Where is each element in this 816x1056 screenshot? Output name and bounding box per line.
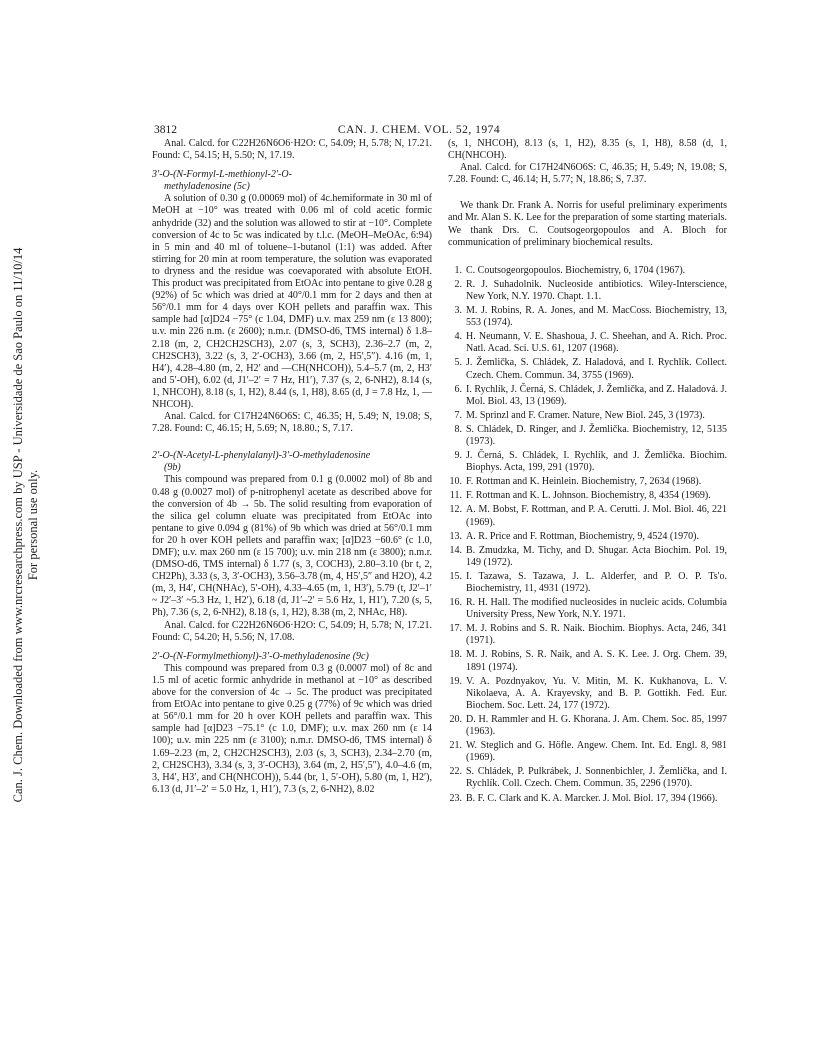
body-paragraph: Anal. Calcd. for C22H26N6O6·H2O: C, 54.09; H, 5.78; N, 17.21. Found: C, 54.20; H, 5.56; N, 17.08.	[152, 619, 432, 643]
reference-text: M. J. Robins and S. R. Naik. Biochim. Biophys. Acta, 246, 341 (1971).	[466, 623, 727, 647]
reference-text: M. J. Robins, S. R. Naik, and A. S. K. Lee. J. Org. Chem. 39, 1891 (1974).	[466, 649, 727, 673]
reference-text: I. Rychlík, J. Černá, S. Chládek, J. Žemlička, and Z. Haladová. J. Mol. Biol. 43, 13 (1969).	[466, 383, 727, 407]
reference-text: H. Neumann, V. E. Shashoua, J. C. Sheehan, and A. Rich. Proc. Natl. Acad. Sci. U.S. 61, 1207 (1968).	[466, 331, 727, 355]
reference-number: 10.	[449, 476, 462, 488]
reference-number: 11.	[449, 490, 462, 502]
body-paragraph: This compound was prepared from 0.3 g (0.0007 mol) of 8c and 1.5 ml of acetic formic anhydride in methanol at −10° as described above for the conversion of 4c → 5c. The product was precipitated from EtOAc into pentane to give 0.25 g (77%) of 9c which was dried at 56°/0.1 mm for 20 h over KOH pellets and paraffin wax. This sample had [α]D23 −75.1° (c 1.0, DMF); u.v. max 260 nm (ε 14 100); u.v. min 225 nm (ε 3100); n.m.r. DMSO-d6, TMS internal) δ 1.69–2.23 (m, 2, CH2CH2SCH3), 2.03 (s, 3, SCH3), 2.34–2.70 (m, 2, CH2SCH3), 3.34 (s, 3, 3′-OCH3), 3.64 (m, 2, H5′,5″), 4.0–4.6 (m, 3, H4′, H3′, and CH(NHCOH)), 5.44 (br, 1, 5′-OH), 5.80 (m, 1, H2′), 6.13 (d, J1′–2′ = 5.0 Hz, 1, H1′), 7.3 (s, 2, 6-NH2), 8.02	[152, 662, 432, 795]
left-column	[152, 138, 432, 796]
reference-item	[448, 623, 727, 647]
reference-text: D. H. Rammler and H. G. Khorana. J. Am. Chem. Soc. 85, 1997 (1963).	[466, 713, 727, 738]
body-paragraph: This compound was prepared from 0.1 g (0.0002 mol) of 8b and 0.48 g (0.0027 mol) of p-nitrophenyl acetate as described above for the conversion of 4b → 5b. The solid resulting from evaporation of the silica gel column eluate was precipitated from EtOAc into pentane to give 0.094 g (81%) of 9b which was dried at 56°/0.1 mm for 20 h over KOH pellets and paraffin wax; [α]D23 −60.6° (c 1.0, DMF); u.v. max 260 nm (ε 15 700); u.v. min 218 nm (ε 3800); n.m.r. (DMSO-d6, TMS internal) δ 1.77 (s, 3, COCH3), 2.80–3.10 (br t, 2, CH2Ph), 3.33 (s, 3, 3′-OCH3), 3.56–3.78 (m, 4, H5′,5″ and H2O), 4.2 (m, 3, H4′, CH(NHAc), 5′-OH), 4.33–4.65 (m, 1, H3′), 5.79 (t, J2′–1′ ~ J2′–3′ ~5.3 Hz, 1, H2′), 6.18 (d, J1′–2′ = 5.6 Hz, 1, H1′), 7.20 (s, 5, Ph), 7.36 (s, 2, 6-NH2), 8.18 (s, 1, H2), 8.38 (m, 2, NHAc, H8).	[152, 474, 432, 619]
reference-item	[448, 714, 727, 738]
reference-number: 13.	[449, 530, 462, 542]
section-heading-line: 3′-O-(N-Formyl-L-methionyl-2′-O-	[152, 169, 292, 181]
right-column	[448, 138, 727, 807]
reference-text: R. J. Suhadolnik. Nucleoside antibiotics. Wiley-Interscience, New York, N.Y. 1970. Chapt. 1.1.	[466, 278, 727, 302]
reference-text: W. Steglich and G. Höfle. Angew. Chem. Int. Ed. Engl. 8, 981 (1969).	[466, 740, 727, 764]
reference-list	[448, 265, 727, 805]
reference-text: A. R. Price and F. Rottman, Biochemistry, 9, 4524 (1970).	[466, 530, 699, 542]
reference-item	[448, 331, 727, 355]
body-paragraph: A solution of 0.30 g (0.00069 mol) of 4c.hemiformate in 30 ml of MeOH at −10° was treated with 0.06 ml of cold acetic formic anhydride (32) and the solution was allowed to stir at −10°. Complete conversion of 4c to 5c was indicated by t.l.c. (MeOH–MeOAc, 6:94) in 5 min and 40 ml of toluene–1-butanol (1:1) was added. After stirring for 20 min at room temperature, the solution was evaporated to dryness and the residue was coevaporated with absolute EtOH. This product was precipitated from EtOAc into pentane to give 0.28 g (92%) of 5c which was dried at 40°/0.1 mm for 2 days and then at 56°/0.1 mm for 4 days over KOH pellets and paraffin wax. This sample had [α]D24 −75° (c 1.04, DMF) u.v. max 259 nm (ε 13 800); u.v. min 226 n.m. (ε 2600); n.m.r. (DMSO-d6, TMS internal) δ 1.8–2.18 (m, 2, CH2CH2SCH3), 2.07 (s, 3, SCH3), 2.36–2.7 (m, 2, CH2SCH3), 3.22 (s, 3, 2′-OCH3), 3.66 (m, 2, H5′,5″). 4.16 (m, 1, H4′), 4.28–4.80 (m, 2, H2′ and —CH(NHCOH)), 5.4–5.7 (m, 2, H3′ and 5′-OH), 6.02 (d, J1′–2′ = 7 Hz, H1′), 7.37 (s, 2, 6-NH2), 8.14 (s, 1, NHCOH), 8.18 (s, 1, H2), 8.44 (s, 1, H8), 8.65 (d, J = 7.8 Hz, 1, —NHCOH).	[152, 193, 432, 410]
reference-number: 4.	[454, 331, 462, 343]
reference-item	[448, 279, 727, 303]
section-heading-line: 2′-O-(N-Formylmethionyl)-3′-O-methyladenosine (9c)	[152, 650, 369, 662]
reference-item	[448, 740, 727, 764]
reference-text: B. F. C. Clark and K. A. Marcker. J. Mol. Biol. 17, 394 (1966).	[466, 792, 718, 804]
body-paragraph: Anal. Calcd. for C22H26N6O6·H2O: C, 54.09; H, 5.78; N, 17.21. Found: C, 54.15; H, 5.50; N, 17.19.	[152, 138, 432, 162]
reference-number: 23.	[449, 792, 462, 804]
reference-item	[448, 676, 727, 712]
reference-item	[448, 597, 727, 621]
reference-text: R. H. Hall. The modified nucleosides in nucleic acids. Columbia University Press, New York, N.Y. 1971.	[466, 597, 727, 621]
download-notice-line-2: For personal use only.	[26, 469, 40, 581]
reference-number: 22.	[449, 766, 462, 778]
reference-text: S. Chládek, P. Pulkrábek, J. Sonnenbichler, J. Žemlička, and I. Rychlík. Coll. Czech. Chem. Commun. 35, 2296 (1970).	[466, 766, 727, 790]
reference-text: A. M. Bobst, F. Rottman, and P. A. Cerutti. J. Mol. Biol. 46, 221 (1969).	[466, 504, 727, 528]
reference-number: 21.	[449, 740, 462, 752]
journal-citation: CAN. J. CHEM. VOL. 52, 1974	[337, 124, 501, 136]
reference-item	[448, 305, 727, 329]
reference-text: C. Coutsogeorgopoulos. Biochemistry, 6, 1704 (1967).	[466, 264, 686, 276]
reference-number: 1.	[454, 264, 462, 276]
reference-number: 8.	[454, 423, 462, 435]
reference-item	[448, 265, 727, 277]
reference-number: 16.	[449, 597, 462, 609]
reference-item	[448, 571, 727, 595]
section-heading	[152, 450, 432, 474]
section-heading-line: methyladenosine (5c)	[164, 181, 250, 193]
nmr-continuation: (s, 1, NHCOH), 8.13 (s, 1, H2), 8.35 (s, 1, H8), 8.58 (d, 1, CH(NHCOH).	[448, 138, 727, 162]
elemental-analysis: Anal. Calcd. for C17H24N6O6S: C, 46.35; H, 5.49; N, 19.08; S, 7.28. Found: C, 46.14; H, 5.77; N, 18.86; S, 7.37.	[448, 162, 727, 186]
reference-text: V. A. Pozdnyakov, Yu. V. Mitin, M. K. Kukhanova, L. V. Nikolaeva, A. A. Krayevsky, and B. P. Gottikh. Fed. Eur. Biochem. Soc. Lett. 24, 177 (1972).	[466, 675, 727, 711]
reference-number: 14.	[449, 544, 462, 556]
reference-text: S. Chládek, D. Ringer, and J. Žemlička. Biochemistry, 12, 5135 (1973).	[466, 423, 727, 447]
download-notice-line-1: Can. J. Chem. Downloaded from www.nrcresearchpress.com by USP - Universidade de Sao Paulo on 11/10/14	[11, 247, 25, 803]
reference-item	[448, 531, 727, 543]
section-heading-line: 2′-O-(N-Acetyl-L-phenylalanyl)-3′-O-methyladenosine	[152, 450, 371, 462]
reference-number: 3.	[454, 305, 462, 317]
section-heading-line: (9b)	[164, 462, 181, 474]
reference-item	[448, 766, 727, 790]
reference-text: M. Sprinzl and F. Cramer. Nature, New Biol. 245, 3 (1973).	[466, 409, 705, 421]
reference-number: 9.	[454, 450, 462, 462]
section-gap	[152, 435, 432, 443]
section-heading	[152, 651, 432, 663]
reference-text: M. J. Robins, R. A. Jones, and M. MacCoss. Biochemistry, 13, 553 (1974).	[466, 305, 727, 329]
reference-item	[448, 490, 727, 502]
reference-number: 15.	[449, 570, 462, 582]
reference-text: F. Rottman and K. L. Johnson. Biochemistry, 8, 4354 (1969).	[466, 490, 711, 502]
reference-number: 7.	[454, 409, 462, 421]
reference-number: 19.	[449, 675, 462, 687]
download-notice-text	[11, 248, 41, 803]
reference-item	[448, 793, 727, 805]
reference-text: J. Černá, S. Chládek, I. Rychlík, and J. Žemlička. Biochim. Biophys. Acta, 199, 291 (1970).	[466, 450, 727, 474]
reference-text: I. Tazawa, S. Tazawa, J. L. Alderfer, and P. O. P. Ts'o. Biochemistry, 11, 4931 (1972).	[466, 570, 727, 594]
reference-number: 20.	[449, 713, 462, 725]
body-paragraph: Anal. Calcd. for C17H24N6O6S: C, 46.35; H, 5.49; N, 19.08; S, 7.28. Found: C, 46.15; H, 5.69; N, 18.80.; S, 7.17.	[152, 411, 432, 435]
reference-item	[448, 357, 727, 381]
reference-item	[448, 450, 727, 474]
reference-number: 5.	[454, 357, 462, 369]
reference-item	[448, 504, 727, 528]
reference-number: 18.	[449, 649, 462, 661]
reference-item	[448, 545, 727, 569]
page-number: 3812	[154, 124, 177, 136]
download-notice	[6, 140, 46, 910]
reference-text: B. Zmudzka, M. Tichy, and D. Shugar. Acta Biochim. Pol. 19, 149 (1972).	[466, 544, 727, 568]
reference-number: 6.	[454, 383, 462, 395]
reference-text: F. Rottman and K. Heinlein. Biochemistry, 7, 2634 (1968).	[466, 476, 702, 488]
reference-number: 2.	[454, 278, 462, 290]
reference-item	[448, 424, 727, 448]
reference-item	[448, 384, 727, 408]
reference-text: J. Žemlička, S. Chládek, Z. Haladová, and I. Rychlík. Collect. Czech. Chem. Commun. 34, 3755 (1969).	[466, 357, 727, 381]
reference-number: 12.	[449, 504, 462, 516]
section-heading	[152, 169, 432, 193]
reference-item	[448, 649, 727, 673]
reference-number: 17.	[449, 623, 462, 635]
reference-item	[448, 476, 727, 488]
acknowledgement: We thank Dr. Frank A. Norris for useful preliminary experiments and Mr. Alan S. K. Lee for the preparation of some starting materials. We thank Drs. C. Coutsogeorgopoulos and A. Bloch for communication of preliminary biochemical results.	[448, 200, 727, 248]
reference-item	[448, 410, 727, 422]
